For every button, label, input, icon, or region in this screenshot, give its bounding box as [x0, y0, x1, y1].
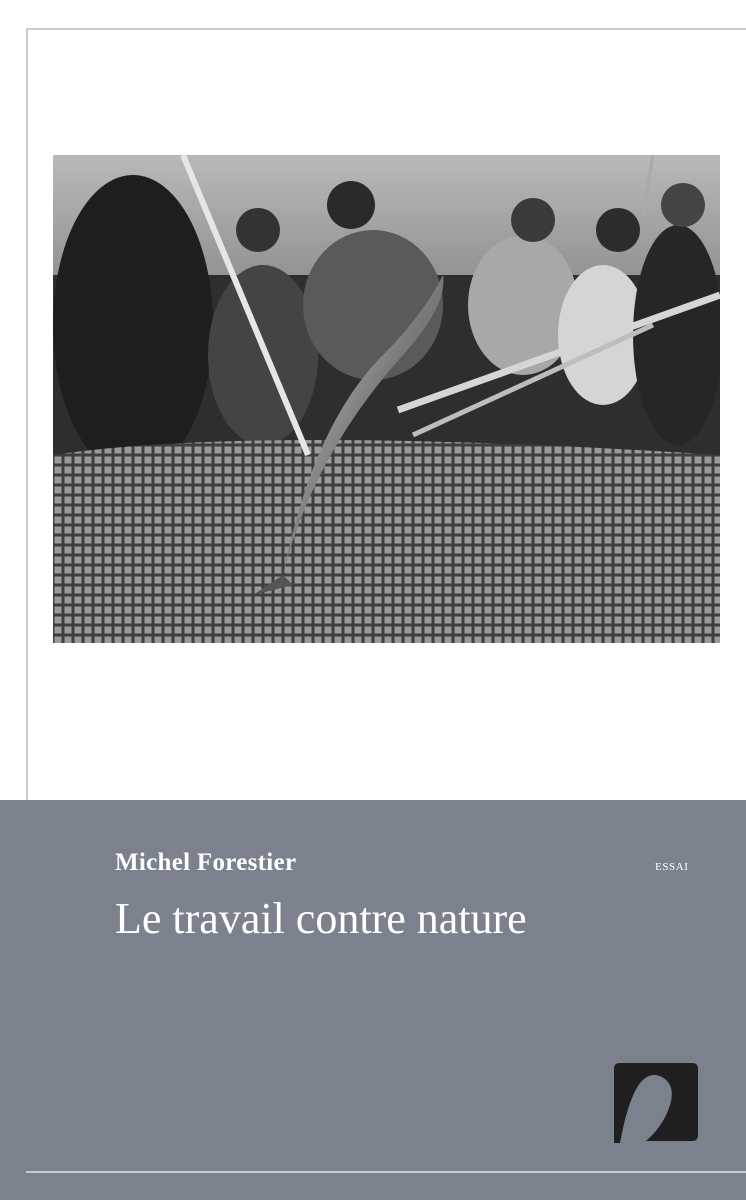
genre-label: ESSAI: [655, 861, 689, 873]
author-name: Michel Forestier: [115, 849, 297, 876]
frame-top-line: [26, 28, 746, 30]
cover-photograph: [53, 155, 720, 643]
frame-bottom-line: [26, 1171, 746, 1173]
publisher-logo-icon: [606, 1055, 701, 1150]
fishermen-hauling-tuna-photo: [53, 155, 720, 643]
book-title: Le travail contre nature: [115, 894, 527, 943]
